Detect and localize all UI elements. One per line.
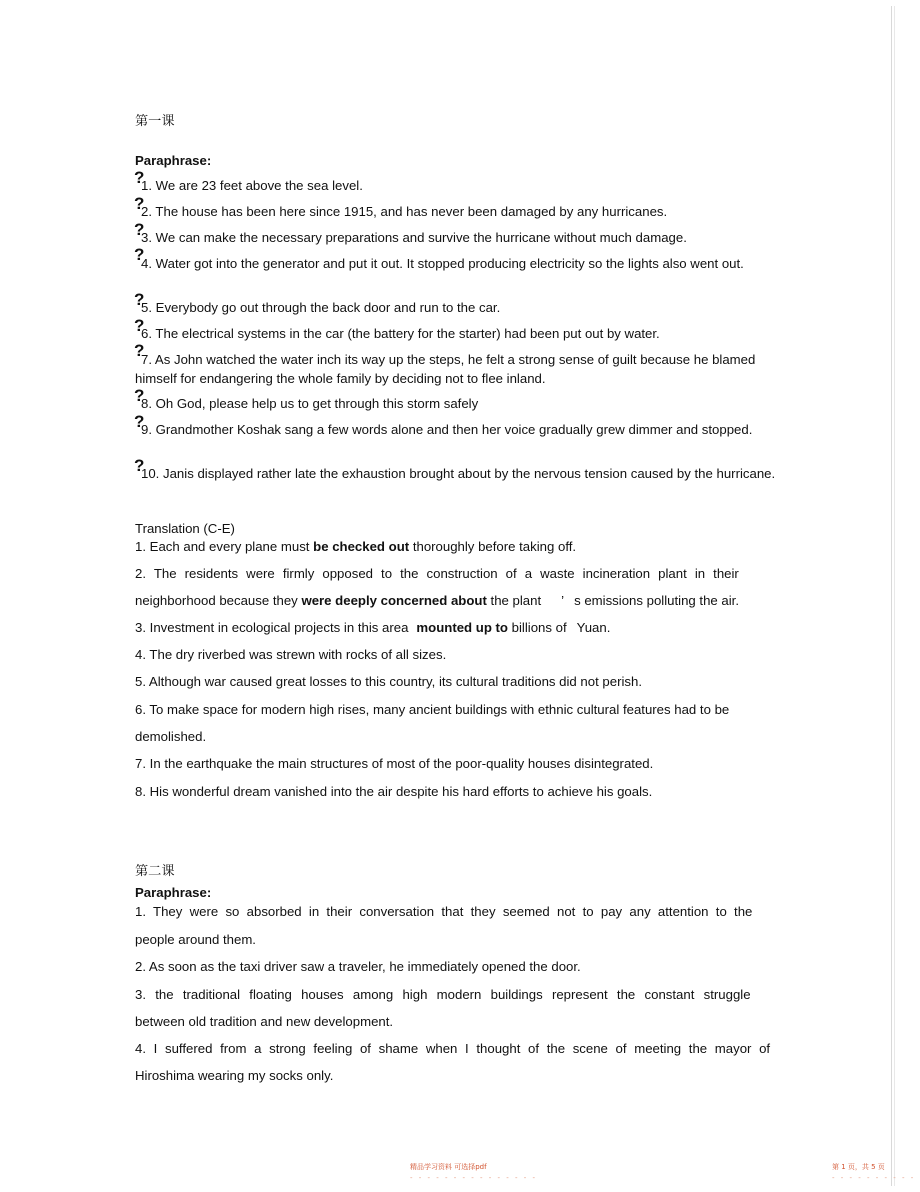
lesson-1-title: 第一课: [135, 114, 175, 129]
translation-item: 1. Each and every plane must be checked out thoroughly before taking off.: [135, 539, 577, 554]
paraphrase-item-continued: between old tradition and new development.: [135, 1014, 394, 1029]
translation-item: 3. Investment in ecological projects in this area mounted up to billions of Yuan.: [135, 620, 611, 635]
translation-item: 6. To make space for modern high rises, many ancient buildings with ethnic cultural features had to be: [135, 702, 730, 717]
page-number: 第 1 页，共 5 页: [832, 1163, 885, 1171]
paraphrase-item: 2. As soon as the taxi driver saw a traveler, he immediately opened the door.: [135, 959, 581, 974]
paraphrase-item: ? 8. Oh God, please help us to get through this storm safely: [134, 386, 479, 411]
paraphrase-item: ? 2. The house has been here since 1915, and has never been damaged by any hurricanes.: [134, 194, 668, 219]
question-mark-icon: ?: [134, 168, 145, 187]
translation-item: 4. The dry riverbed was strewn with rocks of all sizes.: [135, 647, 447, 662]
question-mark-icon: ?: [134, 245, 145, 264]
paraphrase-item: 1. They were so absorbed in their conversation that they seemed not to pay any attention to the: [135, 904, 753, 919]
paraphrase-item: ? 6. The electrical systems in the car (the battery for the starter) had been put out by water.: [134, 316, 660, 341]
lesson-2-paraphrase-heading: Paraphrase:: [135, 885, 212, 900]
translation-item: 7. In the earthquake the main structures of most of the poor-quality houses disintegrated.: [135, 756, 654, 771]
paraphrase-item: ? 7. As John watched the water inch its way up the steps, he felt a strong sense of guilt because he blamed himself for endangering the whole family by deciding not to flee inland.: [134, 341, 756, 386]
question-mark-icon: ?: [134, 386, 145, 405]
paraphrase-item: ? 10. Janis displayed rather late the exhaustion brought about by the nervous tension caused by the hurricane.: [134, 456, 776, 481]
paraphrase-item: 4. I suffered from a strong feeling of shame when I thought of the scene of meeting the mayor of: [135, 1041, 771, 1056]
question-mark-icon: ?: [134, 316, 145, 335]
paraphrase-item: ? 5. Everybody go out through the back door and run to the car.: [134, 290, 501, 315]
paraphrase-item: ? 1. We are 23 feet above the sea level.: [134, 168, 363, 193]
question-mark-icon: ?: [134, 456, 145, 475]
paraphrase-item-continued: people around them.: [135, 932, 256, 947]
translation-item-continued: neighborhood because they were deeply concerned about the plant ’ s emissions polluting the air.: [135, 593, 740, 608]
page-edge: [891, 6, 895, 1186]
translation-item: 8. His wonderful dream vanished into the air despite his hard efforts to achieve his goals.: [135, 784, 653, 799]
question-mark-icon: ?: [134, 194, 145, 213]
footer-watermark: 精品学习资料 可选择pdf: [410, 1163, 487, 1171]
translation-item-continued: demolished.: [135, 729, 207, 744]
question-mark-icon: ?: [134, 220, 145, 239]
translation-item: 5. Although war caused great losses to this country, its cultural traditions did not perish.: [135, 674, 643, 689]
translation-item: 2. The residents were firmly opposed to the construction of a waste incineration plant in their: [135, 566, 739, 581]
lesson-1-paraphrase-heading: Paraphrase:: [135, 153, 212, 168]
question-mark-icon: ?: [134, 341, 145, 360]
paraphrase-item: ? 3. We can make the necessary preparations and survive the hurricane without much damage.: [134, 220, 687, 245]
footer-dots-right: - - - - - - - - - -: [832, 1174, 916, 1182]
lesson-2-title: 第二课: [135, 864, 175, 879]
paraphrase-item: 3. the traditional floating houses among high modern buildings represent the constant struggle: [135, 987, 751, 1002]
paraphrase-item: ? 4. Water got into the generator and put it out. It stopped producing electricity so the lights also went out.: [134, 245, 744, 271]
footer-dots: - - - - - - - - - - - - - - -: [410, 1174, 538, 1182]
paraphrase-item-continued: Hiroshima wearing my socks only.: [135, 1068, 334, 1083]
question-mark-icon: ?: [134, 412, 145, 431]
question-mark-icon: ?: [134, 290, 145, 309]
paraphrase-item: ? 9. Grandmother Koshak sang a few words alone and then her voice gradually grew dimmer and stopped.: [134, 412, 753, 437]
translation-heading: Translation (C-E): [135, 521, 235, 536]
